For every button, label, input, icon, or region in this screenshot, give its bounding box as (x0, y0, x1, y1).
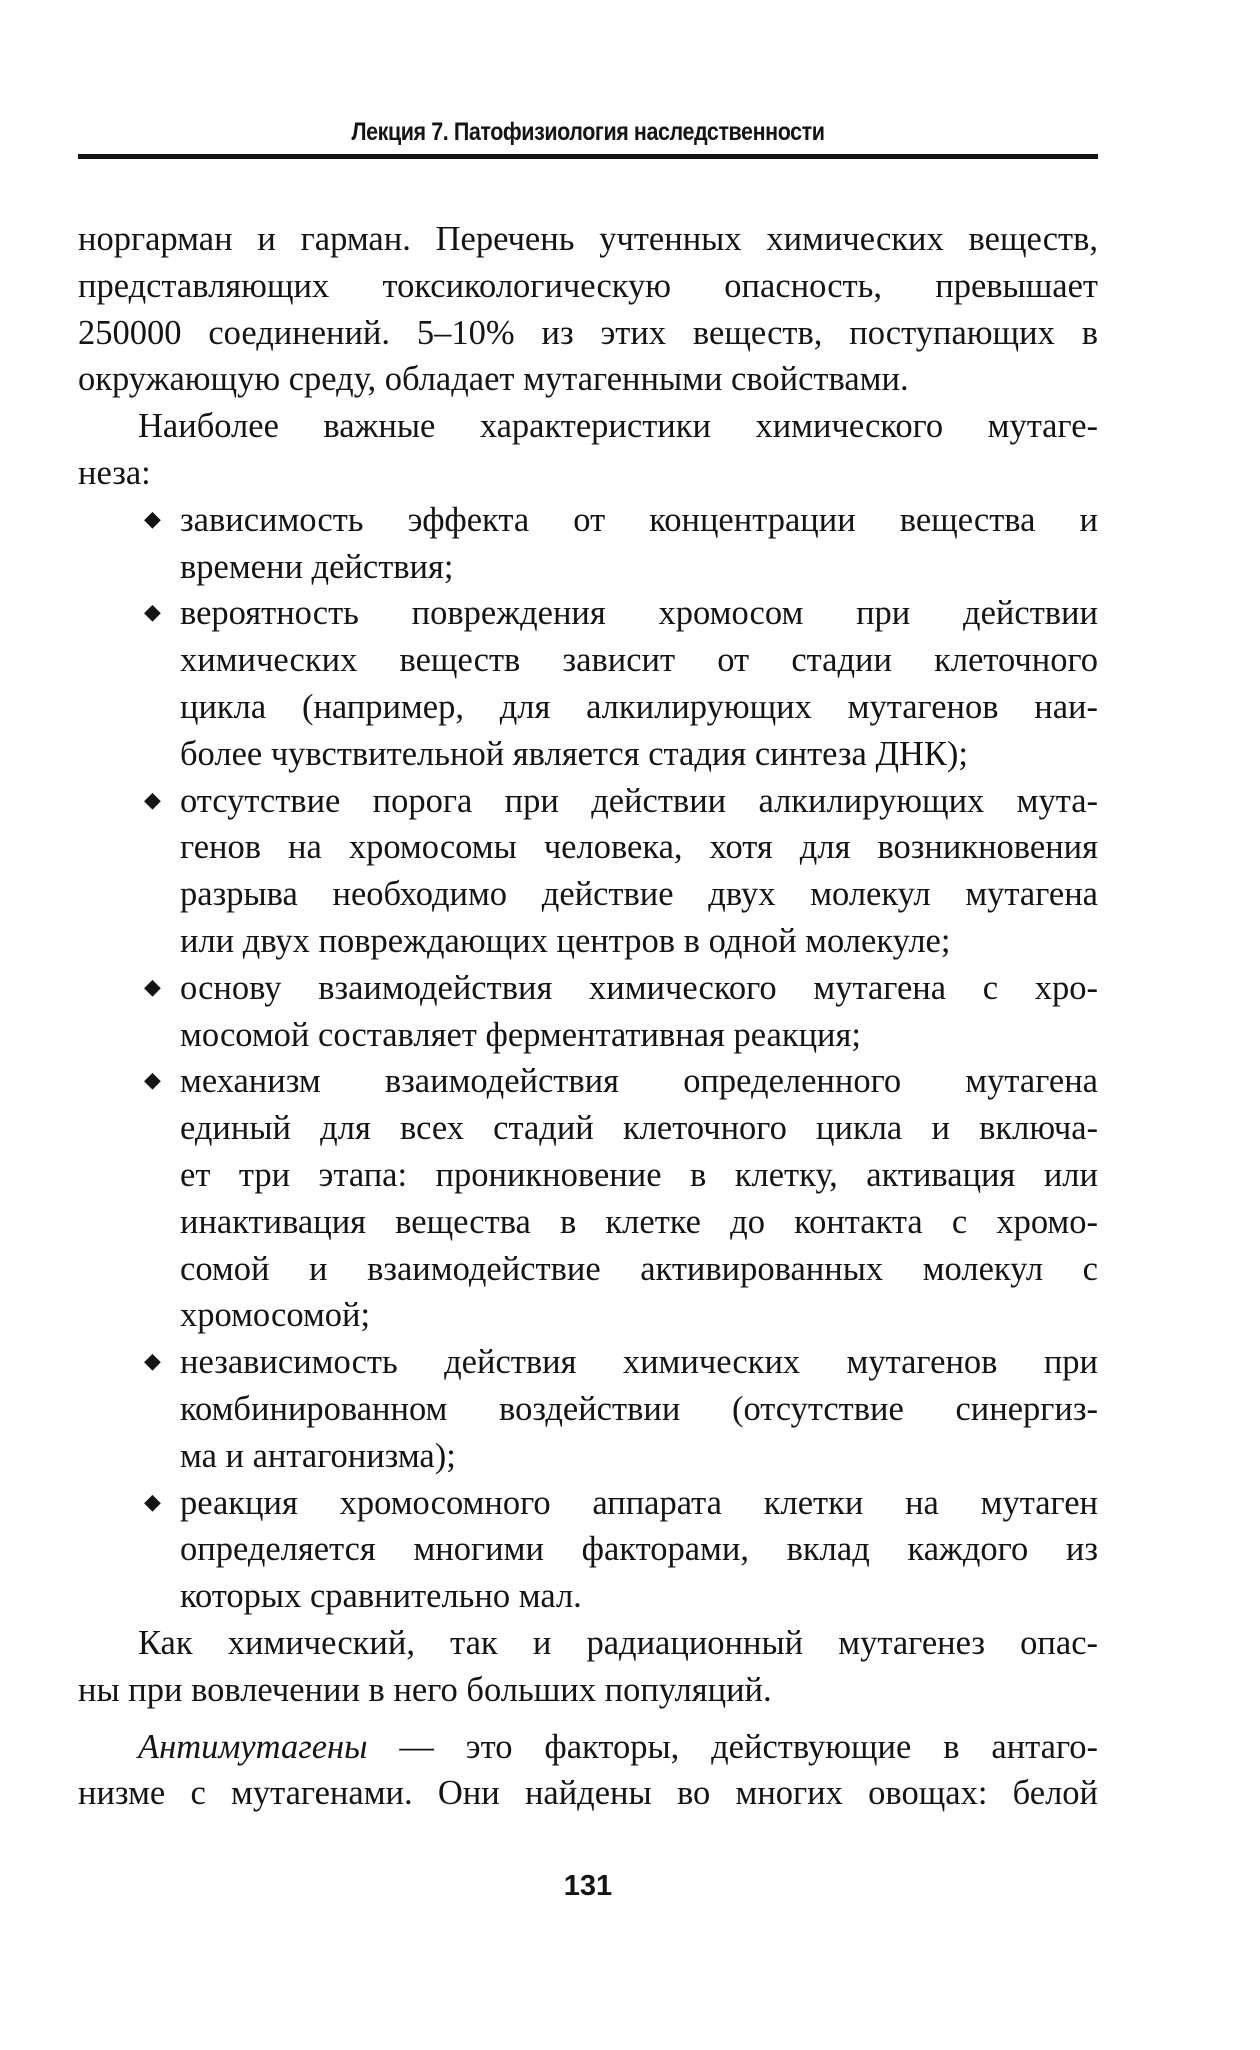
text-line: низме с мутагенами. Они найдены во многих овощах: белой (78, 1774, 1098, 1813)
text-line: механизм взаимодействия определенного мутагена (180, 1062, 1098, 1101)
term-italic: Антимутагены (138, 1727, 368, 1766)
text-line: единый для всех стадий клеточного цикла и включа- (180, 1109, 1098, 1148)
body-text (78, 216, 1098, 1817)
text-line: неза: (78, 453, 151, 492)
paragraph (78, 1724, 1098, 1818)
diamond-bullet-icon: ◆ (144, 506, 161, 532)
text-line: времени действия; (180, 547, 454, 586)
text-line: разрыва необходимо действие двух молекул мутагена (180, 875, 1098, 914)
diamond-bullet-icon: ◆ (144, 1489, 161, 1515)
diamond-bullet-icon: ◆ (144, 1068, 161, 1094)
text-line: норгарман и гарман. Перечень учтенных химических веществ, (78, 220, 1098, 258)
diamond-bullet-icon: ◆ (144, 600, 161, 626)
text-line: химических веществ зависит от стадии клеточного (180, 641, 1098, 680)
diamond-bullet-icon: ◆ (144, 1349, 161, 1375)
text-line: цикла (например, для алкилирующих мутагенов наи- (180, 687, 1098, 726)
text-line: ма и антагонизма); (180, 1436, 456, 1475)
list-item (78, 497, 1098, 591)
text-line: 250000 соединений. 5–10% из этих веществ, поступающих в (78, 313, 1098, 352)
list-item (78, 778, 1098, 965)
text-line: ет три этапа: проникновение в клетку, активация или (180, 1155, 1098, 1194)
list-item (78, 590, 1098, 777)
term-definition: — это факторы, действующие в антаго- (367, 1727, 1098, 1766)
text-line: мосомой составляет ферментативная реакция; (180, 1015, 861, 1054)
text-line: определяется многими факторами, вклад каждого из (180, 1530, 1098, 1569)
text-line: реакция хромосомного аппарата клетки на мутаген (180, 1483, 1098, 1522)
diamond-bullet-icon: ◆ (144, 974, 161, 1000)
text-line: отсутствие порога при действии алкилирующих мута- (180, 781, 1098, 820)
header-rule (78, 154, 1098, 159)
page-number: 131 (563, 1870, 613, 1902)
list-item (78, 965, 1098, 1059)
text-line: инактивация вещества в клетке до контакта с хромо- (180, 1202, 1098, 1241)
paragraph (78, 1620, 1098, 1714)
text-line: окружающую среду, обладает мутагенными свойствами. (78, 360, 909, 399)
text-line: которых сравнительно мал. (180, 1577, 582, 1616)
list-item (78, 1058, 1098, 1339)
text-line: генов на хромосомы человека, хотя для возникновения (180, 828, 1098, 867)
text-line: или двух повреждающих центров в одной молекуле; (180, 921, 951, 960)
diamond-bullet-icon: ◆ (144, 787, 161, 813)
bullet-list (78, 497, 1098, 1620)
text-line: Наиболее важные характеристики химического мутаге- (138, 407, 1098, 446)
running-head: Лекция 7. Патофизиология наследственности (351, 118, 825, 146)
text-line (78, 1724, 1098, 1771)
text-line: зависимость эффекта от концентрации вещества и (180, 500, 1098, 539)
text-line: основу взаимодействия химического мутагена с хро- (180, 968, 1098, 1007)
text-line: комбинированном воздействии (отсутствие синергиз- (180, 1389, 1098, 1428)
text-line: Как химический, так и радиационный мутагенез опас- (138, 1623, 1098, 1662)
text-line: независимость действия химических мутагенов при (180, 1343, 1098, 1382)
paragraph (78, 403, 1098, 497)
paragraph (78, 216, 1098, 403)
text-line: сомой и взаимодействие активированных молекул с (180, 1249, 1098, 1288)
text-line: представляющих токсикологическую опасность, превышает (78, 266, 1098, 305)
text-line: ны при вовлечении в него больших популяций. (78, 1670, 772, 1709)
text-line: хромосомой; (180, 1296, 371, 1335)
list-item (78, 1339, 1098, 1479)
text-line: вероятность повреждения хромосом при действии (180, 594, 1098, 633)
list-item (78, 1480, 1098, 1620)
text-line: более чувствительной является стадия синтеза ДНК); (180, 734, 968, 773)
